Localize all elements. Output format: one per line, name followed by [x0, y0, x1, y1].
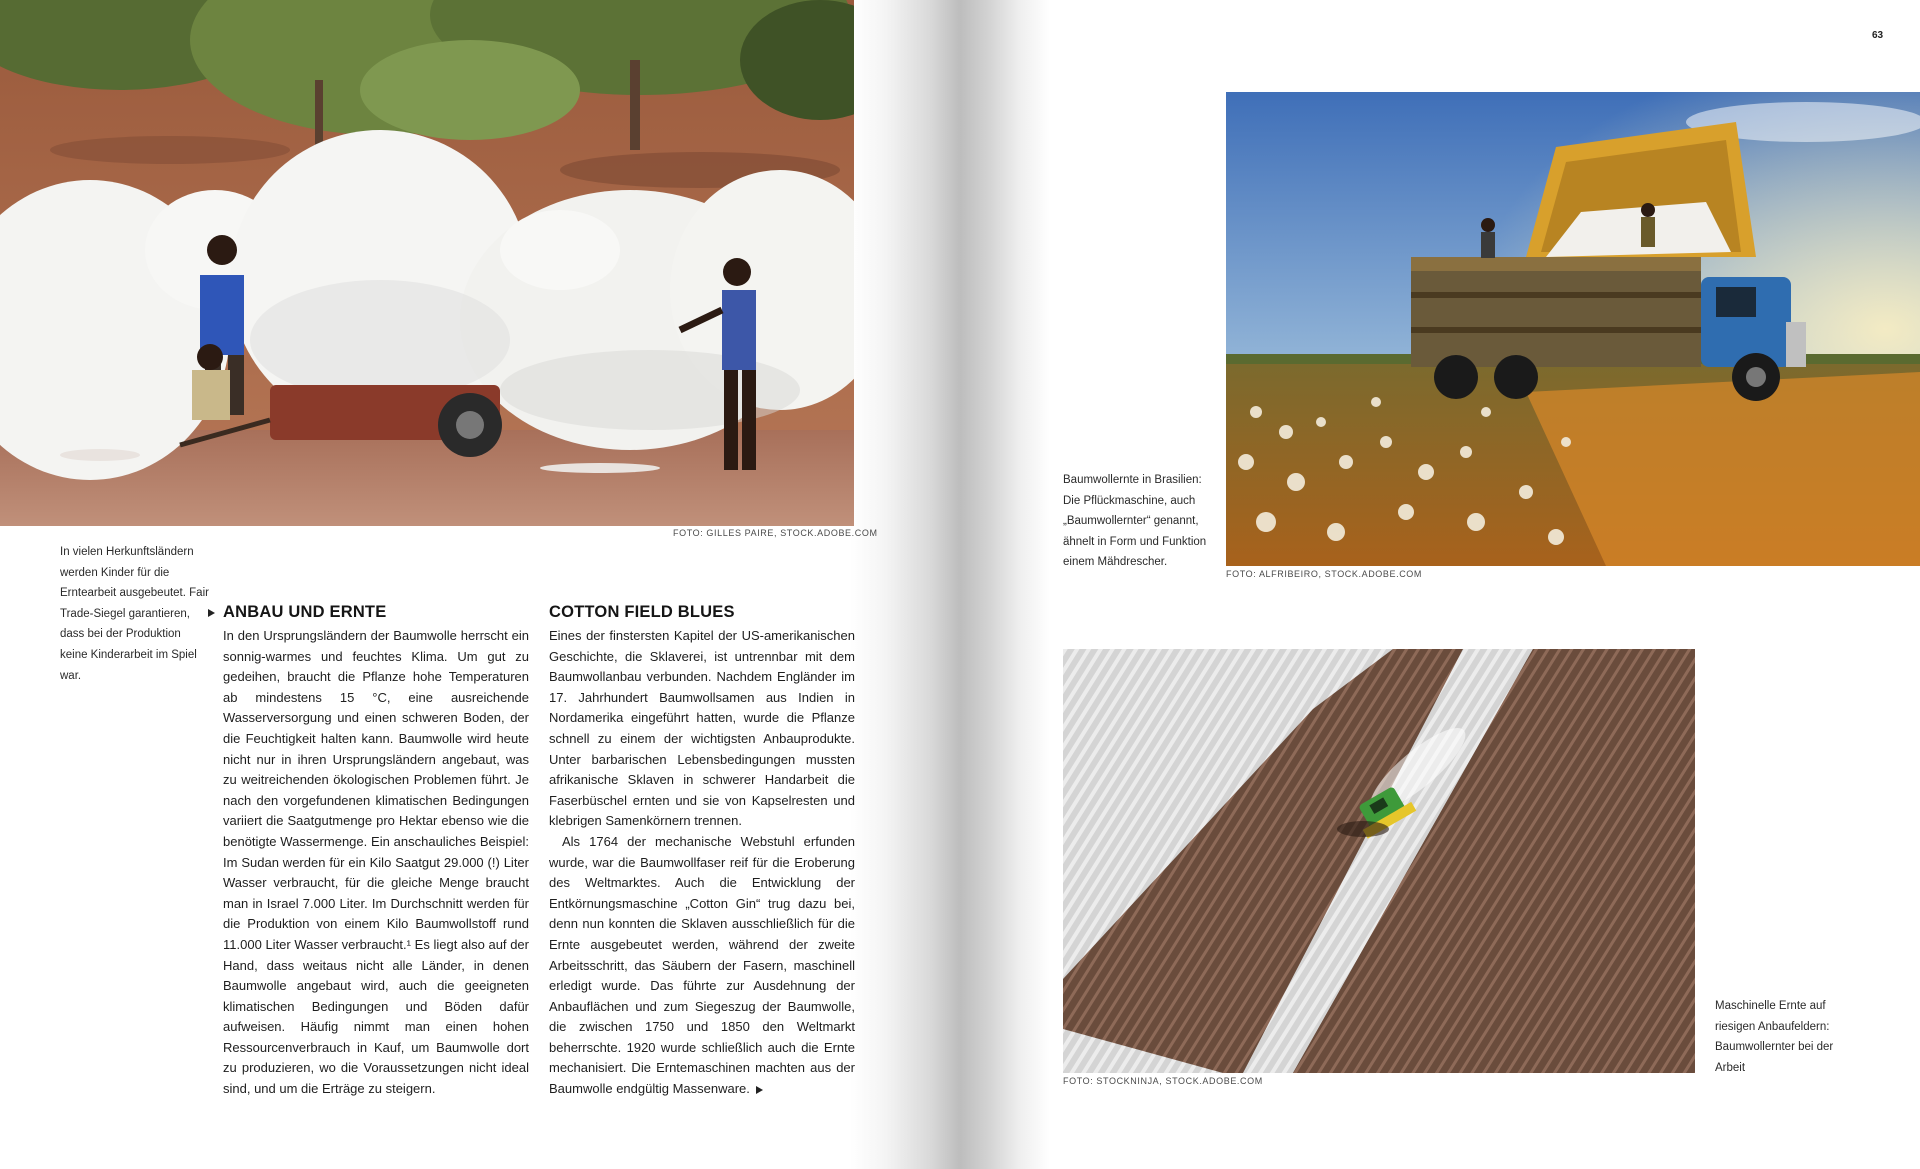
photo-credit-truck: FOTO: ALFRIBEIRO, STOCK.ADOBE.COM	[1226, 569, 1422, 579]
caption-child-labor: In vielen Herkunftsländern werden Kinder für die Erntearbeit ausgebeutet. Fair Trade-Siegel garantieren, dass bei der Produktion keine Kinderarbeit im Spiel war.	[60, 546, 209, 682]
page-number: 63	[1872, 30, 1884, 41]
heading-cotton-field-blues: COTTON FIELD BLUES	[549, 603, 735, 621]
photo-aerial-harvester	[1063, 649, 1695, 1073]
photo-credit-aerial: FOTO: STOCKNINJA, STOCK.ADOBE.COM	[1063, 1076, 1263, 1086]
heading-anbau-und-ernte: ANBAU UND ERNTE	[223, 603, 387, 621]
photo-cotton-truck	[1226, 92, 1920, 566]
photo-credit-bales: FOTO: GILLES PAIRE, STOCK.ADOBE.COM	[673, 528, 878, 538]
article-column-2	[549, 602, 855, 1100]
paragraph: In den Ursprungsländern der Baumwolle herrscht ein sonnig-warmes und feuchtes Klima. Um gut zu gedeihen, braucht die Pflanze hohe Temperaturen ab mindestens 15 °C, eine ausreichende Wasserversorgung und einen schweren Boden, der die Feuchtigkeit halten kann. Baumwolle wird heute nicht nur in ihren Ursprungsländern angebaut, was zu weitreichenden ökologischen Problemen führt. Je nach den vorgefundenen klimatischen Bedingungen variiert die Saatgutmenge pro Hektar ebenso wie die benötigte Wassermenge. Ein anschauliches Beispiel: Im Sudan werden für ein Kilo Saatgut 29.000 (!) Liter Wasser verbraucht, für die gleiche Menge braucht man in Israel 7.000 Liter. Im Durchschnitt werden für die Produktion von einem Kilo Baumwollstoff rund 11.000 Liter Wasser verbraucht.¹ Es liegt also auf der Hand, dass weitaus nicht alle Länder, in denen Baumwolle angebaut wird, auch die geeigneten klimatischen Bedingungen und Böden dafür aufweisen. Häufig nimmt man einen hohen Ressourcenverbrauch in Kauf, um Baumwolle dort zu produzieren, wo die Voraussetzungen nicht ideal sind, und um die Erträge zu steigern.	[223, 628, 529, 1097]
paragraph: Eines der finstersten Kapitel der US-amerikanischen Geschichte, die Sklaverei, ist untrennbar mit dem Baumwollanbau verbunden. Nachdem Engländer im 17. Jahrhundert Baumwollsamen aus Indien in Nordamerika eingeführt hatten, wurde die Pflanze schnell zu einem der wichtigsten Anbauprodukte. Unter barbarischen Lebensbedingungen mussten afrikanische Sklaven in schwerer Handarbeit die Faserbüschel ernten und sie von Kapselresten und klebrigen Samenkörnern trennen.	[549, 628, 855, 829]
caption-machine-harvest: Maschinelle Ernte auf riesigen Anbaufeldern: Baumwollernter bei der Arbeit	[1715, 1000, 1834, 1074]
photo-cotton-bales	[0, 0, 854, 526]
body-cotton-field-blues	[549, 626, 855, 1100]
article-column-1	[223, 602, 529, 1100]
paragraph-text: Als 1764 der mechanische Webstuhl erfunden wurde, war die Baumwollfaser reif für die Eroberung des Weltmarktes. Auch die Entwicklung der Entkörnungsmaschine „Cotton Gin“ trug dazu bei, denn nun konnten die Sklaven ausschließlich für die Ernte ausgebeutet werden, während der zweite Arbeitsschritt, das Säubern der Fasern, maschinell erledigt wurde. Das führte zur Ausdehnung der Anbauflächen und zum Siegeszug der Baumwolle, die zwischen 1750 und 1850 den Weltmarkt beherrschte. 1920 wurde schließlich auch die Ernte mechanisiert. Die Erntemaschinen machten aus der Baumwolle endgültig Massenware.	[549, 833, 855, 1097]
body-anbau-und-ernte	[223, 626, 529, 1100]
paragraph	[549, 832, 855, 1100]
continue-arrow-icon	[756, 1086, 763, 1094]
page-gutter-shadow	[850, 0, 1050, 1169]
section-start-arrow-icon	[208, 609, 215, 617]
caption-harvester-brazil: Baumwollernte in Brasilien: Die Pflückmaschine, auch „Baumwollernter“ genannt, ähnelt in Form und Funktion einem Mähdrescher.	[1063, 474, 1207, 569]
